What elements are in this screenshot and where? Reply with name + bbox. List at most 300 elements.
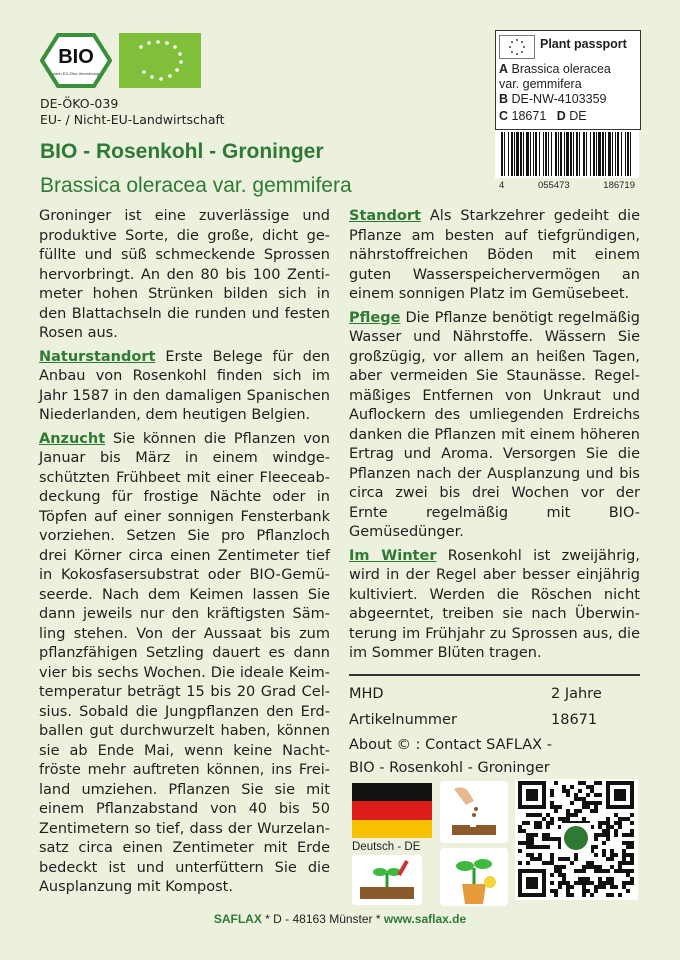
- qr-module: [558, 817, 562, 821]
- qr-module: [574, 809, 578, 813]
- qr-module: [550, 837, 554, 841]
- qr-module: [538, 853, 542, 857]
- qr-module: [626, 861, 630, 865]
- qr-module: [622, 817, 626, 821]
- qr-module: [590, 789, 594, 793]
- qr-module: [574, 853, 578, 857]
- heading-winter: Im Winter: [349, 547, 437, 564]
- barcode-bar: [545, 132, 547, 176]
- qr-module: [542, 817, 546, 821]
- qr-module: [598, 801, 602, 805]
- section-standort: [349, 207, 640, 305]
- passport-d-label: D: [556, 109, 566, 123]
- qr-module: [550, 801, 554, 805]
- qr-module: [610, 877, 614, 881]
- text-naturstandort: Erste Belege für den Anbau von Rosenkohl finden sich im Jahr 1587 in den damaligen Spanischen Niederlanden, dem heutigen Belgien.: [39, 348, 330, 423]
- barcode-bar: [579, 132, 580, 176]
- qr-module: [538, 825, 542, 829]
- barcode-bar: [605, 132, 606, 176]
- qr-module: [542, 861, 546, 865]
- qr-module: [594, 889, 598, 893]
- qr-module: [538, 845, 542, 849]
- qr-module: [606, 877, 610, 881]
- qr-module: [590, 893, 594, 897]
- qr-module: [610, 881, 614, 885]
- qr-module: [558, 865, 562, 869]
- language-label: Deutsch - DE: [352, 841, 421, 853]
- qr-module: [574, 793, 578, 797]
- barcode-bar: [576, 132, 578, 176]
- section-pflege: [349, 309, 640, 543]
- qr-module: [622, 833, 626, 837]
- passport-c-label: C: [499, 109, 509, 123]
- eu-organic-logo: [119, 33, 201, 88]
- bio-seal-small-text: nach EG-Öko-Verordnung: [52, 71, 100, 76]
- qr-module: [626, 841, 630, 845]
- qr-module: [626, 817, 630, 821]
- barcode-bar: [617, 132, 619, 176]
- barcode-bar: [596, 132, 597, 176]
- qr-module: [526, 821, 530, 825]
- qr-module: [602, 841, 606, 845]
- qr-module: [626, 869, 630, 873]
- qr-module: [554, 889, 558, 893]
- qr-module: [582, 893, 586, 897]
- barcode-bar: [511, 132, 513, 176]
- product-title: BIO - Rosenkohl - Groninger: [40, 140, 324, 163]
- qr-module: [582, 865, 586, 869]
- qr-module: [630, 813, 634, 817]
- qr-module: [602, 821, 606, 825]
- qr-module: [546, 861, 550, 865]
- qr-module: [570, 801, 574, 805]
- barcode-bar: [530, 132, 531, 176]
- qr-module: [594, 837, 598, 841]
- text-winter: Rosenkohl ist zweijährig, wird in der Regel aber besser einjährig kultiviert. Werden die Röschen nicht abgeerntet, treiben sie nach Überwinterung im Frühjahr zu Sprossen aus, die im Sommer Blüten tragen.: [349, 547, 640, 661]
- qr-module: [534, 833, 538, 837]
- qr-module: [550, 881, 554, 885]
- barcode-bar: [558, 132, 559, 176]
- qr-module: [602, 849, 606, 853]
- qr-module: [622, 857, 626, 861]
- qr-module: [622, 881, 626, 885]
- qr-module: [610, 865, 614, 869]
- intro-paragraph: Groninger ist eine zuverlässige und produktive Sorte, die große, dicht gefüllte und süß schmeckende Sprossen hervorbringt. An den 80 bis 100 Zentimeter hohen Strünken bilden sich in den Blattachseln die runden und festen Rosen aus.: [39, 208, 330, 341]
- qr-module: [590, 865, 594, 869]
- qr-module: [566, 893, 570, 897]
- barcode-bar: [566, 132, 569, 176]
- qr-module: [610, 825, 614, 829]
- qr-module: [578, 789, 582, 793]
- qr-module: [618, 865, 622, 869]
- barcode-digit-prefix: 4: [499, 180, 505, 191]
- qr-module: [594, 793, 598, 797]
- qr-module: [626, 833, 630, 837]
- qr-module: [574, 813, 578, 817]
- qr-module: [522, 841, 526, 845]
- qr-module: [630, 829, 634, 833]
- qr-module: [586, 801, 590, 805]
- barcode-bar: [514, 132, 515, 176]
- qr-module: [530, 837, 534, 841]
- qr-module: [554, 893, 558, 897]
- qr-module: [602, 853, 606, 857]
- qr-module: [546, 845, 550, 849]
- qr-module: [594, 869, 598, 873]
- footer-address: * D - 48163 Münster *: [261, 912, 384, 926]
- qr-module: [578, 781, 582, 785]
- barcode-bar: [627, 132, 629, 176]
- qr-module: [534, 821, 538, 825]
- qr-module: [518, 829, 522, 833]
- section-anzucht: [39, 430, 330, 898]
- qr-module: [546, 825, 550, 829]
- barcode-bar: [543, 132, 544, 176]
- qr-module: [582, 805, 586, 809]
- barcode-digits: [495, 180, 639, 191]
- qr-module: [606, 829, 610, 833]
- qr-module: [578, 869, 582, 873]
- qr-module: [562, 865, 566, 869]
- qr-module: [558, 873, 562, 877]
- passport-d-value: DE: [569, 109, 587, 123]
- right-text-column: [349, 207, 640, 668]
- passport-a-line2: var. gemmifera: [499, 77, 582, 91]
- qr-module: [574, 881, 578, 885]
- qr-module: [598, 833, 602, 837]
- qr-module: [594, 805, 598, 809]
- sowing-seeds-icon: [440, 781, 508, 843]
- qr-module: [610, 849, 614, 853]
- qr-module: [570, 813, 574, 817]
- qr-leaf-icon: [564, 826, 588, 850]
- qr-module: [614, 853, 618, 857]
- barcode-bar: [621, 132, 622, 176]
- qr-module: [586, 881, 590, 885]
- qr-module: [530, 841, 534, 845]
- qr-module: [598, 821, 602, 825]
- qr-module: [550, 821, 554, 825]
- qr-module: [606, 821, 610, 825]
- qr-module: [582, 781, 586, 785]
- qr-module: [582, 869, 586, 873]
- qr-module: [606, 893, 610, 897]
- qr-module: [522, 829, 526, 833]
- qr-module: [590, 881, 594, 885]
- qr-module: [562, 789, 566, 793]
- barcode-bar: [602, 132, 604, 176]
- qr-module: [570, 785, 574, 789]
- qr-module: [598, 877, 602, 881]
- qr-module: [606, 869, 610, 873]
- heading-standort: Standort: [349, 208, 421, 224]
- barcode-bar: [504, 132, 505, 176]
- qr-module: [526, 841, 530, 845]
- article-number-label: Artikelnummer: [349, 712, 457, 728]
- ean-barcode: [495, 130, 639, 178]
- barcode-bar: [612, 132, 613, 176]
- qr-module: [622, 861, 626, 865]
- qr-module: [526, 845, 530, 849]
- qr-module: [550, 817, 554, 821]
- footer: [0, 912, 680, 926]
- qr-module: [622, 885, 626, 889]
- qr-module: [530, 813, 534, 817]
- plant-passport-title: Plant passport: [540, 37, 627, 51]
- qr-module: [630, 869, 634, 873]
- qr-module: [614, 829, 618, 833]
- footer-brand: SAFLAX: [213, 912, 262, 926]
- german-flag-icon: [352, 783, 432, 838]
- barcode-bar: [590, 132, 591, 176]
- qr-module: [582, 801, 586, 805]
- qr-module: [622, 853, 626, 857]
- qr-module: [550, 853, 554, 857]
- qr-module: [630, 853, 634, 857]
- qr-module: [526, 813, 530, 817]
- qr-module: [538, 821, 542, 825]
- qr-module: [590, 785, 594, 789]
- qr-module: [590, 809, 594, 813]
- barcode-bar: [539, 132, 540, 176]
- barcode-bar: [551, 132, 552, 176]
- qr-module: [582, 877, 586, 881]
- qr-module: [534, 845, 538, 849]
- barcode-bar: [586, 132, 587, 176]
- qr-module: [606, 817, 610, 821]
- qr-module: [614, 833, 618, 837]
- qr-module: [562, 857, 566, 861]
- organic-control-code: DE-ÖKO-039: [40, 96, 119, 111]
- qr-module: [602, 881, 606, 885]
- qr-module: [622, 849, 626, 853]
- qr-module: [622, 869, 626, 873]
- qr-module: [526, 853, 530, 857]
- qr-module: [582, 817, 586, 821]
- qr-module: [586, 805, 590, 809]
- barcode-bar: [608, 132, 611, 176]
- barcode-bar: [548, 132, 549, 176]
- barcode-digits-left: 055473: [537, 180, 570, 191]
- qr-module: [598, 865, 602, 869]
- bio-seal-text: BIO: [58, 46, 94, 68]
- qr-module: [546, 833, 550, 837]
- qr-module: [566, 889, 570, 893]
- qr-module: [518, 849, 522, 853]
- plant-passport: [495, 30, 641, 130]
- section-winter: [349, 547, 640, 664]
- qr-module: [546, 837, 550, 841]
- qr-module: [630, 841, 634, 845]
- passport-b-value: DE-NW-4103359: [511, 92, 607, 106]
- qr-module: [534, 857, 538, 861]
- qr-module: [626, 873, 630, 877]
- qr-module: [610, 885, 614, 889]
- qr-module: [614, 789, 626, 801]
- barcode-digits-right: 186719: [603, 180, 635, 191]
- qr-module: [550, 889, 554, 893]
- qr-module: [630, 857, 634, 861]
- qr-module: [526, 861, 530, 865]
- qr-module: [594, 833, 598, 837]
- qr-module: [558, 885, 562, 889]
- qr-module: [546, 813, 550, 817]
- qr-module: [582, 881, 586, 885]
- qr-module: [626, 889, 630, 893]
- potted-plant-icon: [440, 848, 508, 906]
- qr-module: [586, 889, 590, 893]
- qr-module: [630, 881, 634, 885]
- qr-module: [558, 881, 562, 885]
- qr-module: [538, 813, 542, 817]
- qr-module: [594, 845, 598, 849]
- qr-module: [598, 881, 602, 885]
- qr-module: [530, 845, 534, 849]
- qr-module: [602, 829, 606, 833]
- barcode-bar: [508, 132, 509, 176]
- qr-module: [550, 873, 554, 877]
- qr-module: [630, 845, 634, 849]
- qr-module: [598, 885, 602, 889]
- qr-module: [554, 837, 558, 841]
- qr-module: [522, 821, 526, 825]
- qr-module: [586, 877, 590, 881]
- qr-module: [554, 809, 558, 813]
- qr-module: [554, 865, 558, 869]
- qr-module: [542, 837, 546, 841]
- qr-module: [562, 817, 566, 821]
- qr-module: [618, 893, 622, 897]
- qr-module: [566, 857, 570, 861]
- qr-module: [538, 857, 542, 861]
- qr-module: [610, 893, 614, 897]
- qr-module: [606, 833, 610, 837]
- qr-module: [598, 793, 602, 797]
- passport-a-label: A: [499, 62, 509, 76]
- text-pflege: Die Pflanze benötigt regelmäßig Wasser und Nährstoffe. Wässern Sie großzügig, vor allem an heißen Tagen, aber vermeiden Sie Staunässe. Regelmäßiges Entfernen von Unkraut und Auflockern des umliegenden Erdreichs danken die Pflanzen mit einem höheren Ertrag und Aroma. Versorgen Sie die Pflanzen nach der Ausplanzung und bis circa zwei bis drei Wochen vor der Ernte regelmäßig mit BIO-Gemüsedünger.: [349, 309, 640, 540]
- qr-module: [626, 845, 630, 849]
- qr-module: [566, 885, 570, 889]
- seedling-in-soil-icon: [352, 855, 422, 905]
- qr-module: [578, 881, 582, 885]
- qr-module: [618, 825, 622, 829]
- qr-module: [518, 841, 522, 845]
- agriculture-origin: EU- / Nicht-EU-Landwirtschaft: [40, 112, 225, 127]
- qr-module: [546, 821, 550, 825]
- qr-module: [614, 885, 618, 889]
- heading-pflege: Pflege: [349, 309, 401, 326]
- barcode-bar: [501, 132, 503, 176]
- heading-anzucht: Anzucht: [39, 430, 106, 447]
- qr-module: [558, 857, 562, 861]
- qr-module: [574, 797, 578, 801]
- text-anzucht: Sie können die Pflanzen von Januar bis März in einem windgeschützten Frühbeet mit einer Fleeceabdeckung für frostige Nächte oder in Töpfen auf einer sonnigen Fensterbank vorziehen. Setzen Sie pro Pflanzloch drei Körner circa einen Zentimeter tief in Kokosfasersubstrat oder BIO-Gemüseerde. Nach dem Keimen lassen Sie dann jeweils nur den kräftigsten Sämling stehen. Von der Aussaat bis zum pflanzfähigen Setzling dauert es dann vier bis sechs Wochen. Die ideale Keimtemperatur beträgt 15 bis 20 Grad Celsius. Sobald die Jungpflanzen den Erdballen gut durchwurzelt haben, können sie ab Ende Mai, wenn keine Nachtfröste mehr auftreten können, ins Freiland umziehen. Pflanzen Sie sie mit einem Pflanzabstand von 40 bis 50 Zentimetern so tief, dass der Wurzelansatz circa einen Zentimeter mit Erde bedeckt ist und unterfüttern Sie die Ausplanzung mit Kompost.: [39, 430, 330, 895]
- qr-module: [594, 853, 598, 857]
- qr-module: [530, 853, 534, 857]
- qr-module: [618, 869, 622, 873]
- eu-flag-icon: [499, 35, 535, 59]
- qr-module: [614, 813, 618, 817]
- qr-module: [530, 833, 534, 837]
- qr-module: [610, 857, 614, 861]
- qr-module: [570, 893, 574, 897]
- barcode-bar: [564, 132, 565, 176]
- qr-module: [598, 781, 602, 785]
- qr-module: [582, 797, 586, 801]
- qr-module: [574, 869, 578, 873]
- qr-module: [558, 869, 562, 873]
- barcode-bar: [573, 132, 574, 176]
- qr-module: [582, 889, 586, 893]
- qr-module: [530, 857, 534, 861]
- text-standort: Als Starkzehrer gedeiht die Pflanze am besten auf tiefgründigen, nährstoffreichen Böden mit einem guten Wasserspeichervermögen an einem sonnigen Platz im Gemüsebeet.: [349, 208, 640, 302]
- barcode-bar: [615, 132, 616, 176]
- qr-module: [614, 821, 618, 825]
- barcode-bar: [535, 132, 537, 176]
- barcode-bar: [598, 132, 601, 176]
- qr-module: [534, 825, 538, 829]
- qr-code[interactable]: [515, 779, 638, 900]
- heading-naturstandort: Naturstandort: [39, 348, 156, 365]
- qr-module: [550, 793, 554, 797]
- qr-module: [606, 857, 610, 861]
- qr-module: [554, 805, 558, 809]
- botanical-name: Brassica oleracea var. gemmifera: [40, 174, 352, 197]
- qr-module: [598, 869, 602, 873]
- qr-module: [542, 833, 546, 837]
- qr-module: [542, 845, 546, 849]
- barcode-bar: [583, 132, 585, 176]
- qr-module: [590, 861, 594, 865]
- qr-module: [626, 881, 630, 885]
- qr-module: [566, 809, 570, 813]
- qr-module: [582, 885, 586, 889]
- qr-module: [622, 841, 626, 845]
- footer-website-link[interactable]: www.saflax.de: [383, 912, 467, 926]
- section-naturstandort: [39, 348, 330, 426]
- barcode-bar: [516, 132, 519, 176]
- qr-module: [578, 877, 582, 881]
- qr-module: [602, 869, 606, 873]
- qr-module: [618, 817, 622, 821]
- qr-module: [602, 885, 606, 889]
- qr-module: [550, 857, 554, 861]
- qr-module: [554, 781, 558, 785]
- qr-module: [618, 821, 622, 825]
- qr-module: [602, 833, 606, 837]
- qr-module: [614, 869, 618, 873]
- qr-module: [534, 813, 538, 817]
- qr-module: [598, 825, 602, 829]
- qr-module: [594, 885, 598, 889]
- qr-module: [562, 877, 566, 881]
- qr-module: [586, 785, 590, 789]
- qr-module: [566, 817, 570, 821]
- barcode-bar: [520, 132, 522, 176]
- qr-module: [594, 809, 598, 813]
- qr-module: [606, 881, 610, 885]
- qr-module: [586, 865, 590, 869]
- bio-seal-logo: [40, 33, 112, 88]
- barcode-bar: [570, 132, 572, 176]
- qr-module: [566, 881, 570, 885]
- mhd-value: 2 Jahre: [551, 686, 602, 702]
- qr-module: [526, 877, 538, 889]
- qr-module: [518, 825, 522, 829]
- barcode-bar: [523, 132, 524, 176]
- product-name-repeat: BIO - Rosenkohl - Groninger: [349, 760, 550, 776]
- qr-module: [594, 865, 598, 869]
